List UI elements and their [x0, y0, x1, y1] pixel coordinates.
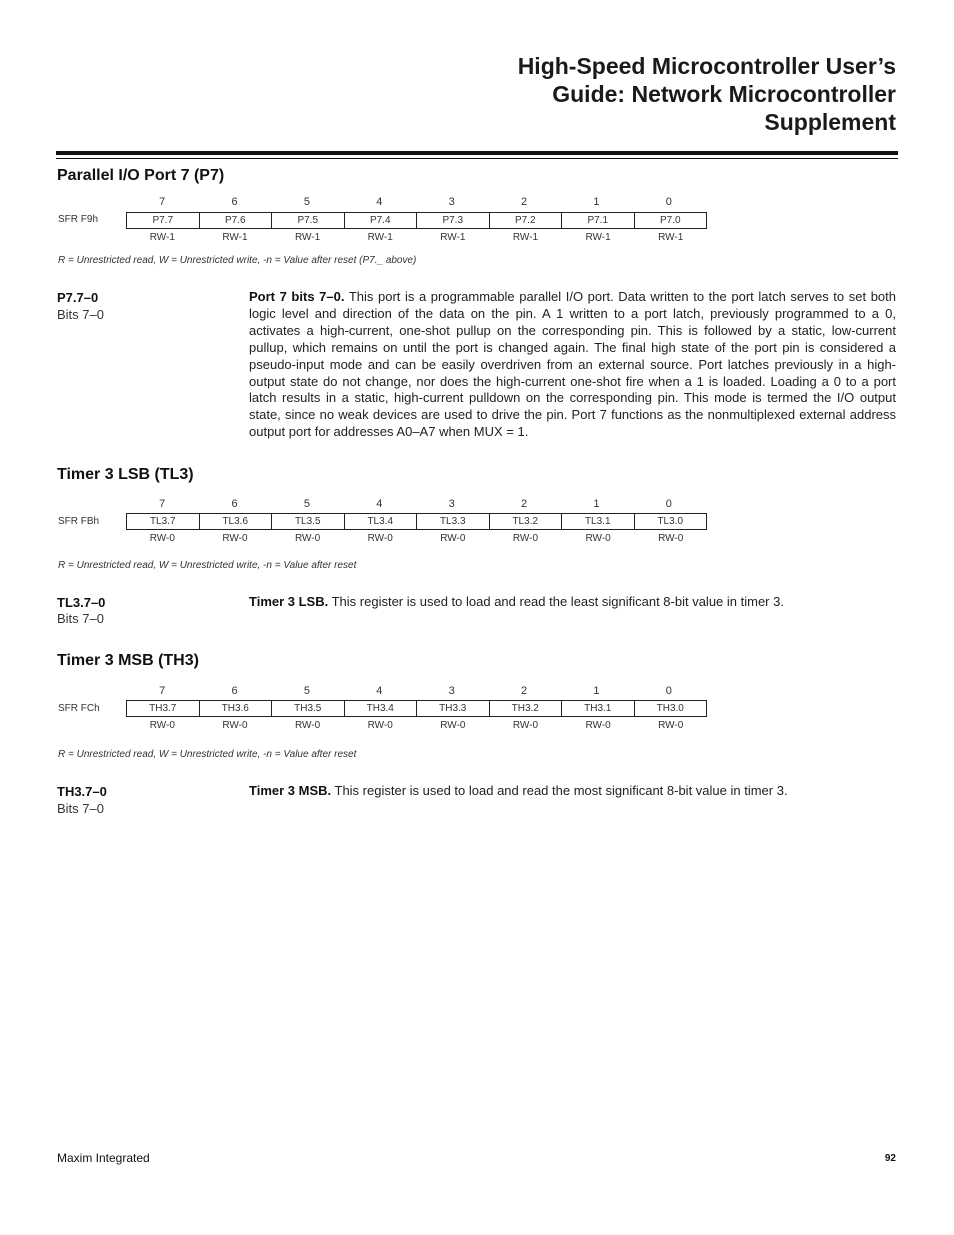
register-bit-cell: TH3.4 — [344, 701, 417, 716]
register-bit-cell: TL3.3 — [416, 514, 489, 529]
register-bit-cell: P7.0 — [634, 213, 707, 228]
bit-number: 0 — [665, 685, 672, 697]
register-bit-cell: P7.6 — [199, 213, 272, 228]
access-type: RW-0 — [294, 533, 321, 544]
sfr-address: SFR FCh — [58, 703, 100, 714]
access-type: RW-1 — [440, 232, 466, 243]
register-legend: R = Unrestricted read, W = Unrestricted write, -n = Value after reset — [58, 560, 357, 571]
bit-number: 4 — [376, 685, 383, 697]
access-type: RW-0 — [440, 720, 466, 731]
access-type: RW-0 — [512, 720, 539, 731]
bit-number: 7 — [159, 196, 166, 208]
access-type: RW-0 — [512, 533, 539, 544]
access-type: RW-1 — [658, 232, 684, 243]
field-name: P7.7–0 — [57, 290, 99, 305]
bit-numbers — [126, 498, 705, 510]
access-type: RW-1 — [367, 232, 393, 243]
page-number: 92 — [884, 1153, 896, 1164]
field-name: TL3.7–0 — [57, 595, 106, 610]
access-type: RW-1 — [149, 232, 175, 243]
access-type: RW-0 — [222, 720, 248, 731]
title-line: High-Speed Microcontroller User’s — [517, 53, 896, 79]
field-name: TH3.7–0 — [57, 784, 107, 799]
access-types — [126, 533, 707, 544]
register-bits — [126, 700, 707, 717]
bit-number: 2 — [521, 685, 528, 697]
access-type: RW-0 — [367, 720, 393, 731]
access-type: RW-0 — [149, 533, 175, 544]
register-legend: R = Unrestricted read, W = Unrestricted write, -n = Value after reset (P7._ above) — [58, 255, 417, 266]
access-type: RW-0 — [658, 533, 684, 544]
register-bits — [126, 513, 707, 530]
field-description — [249, 594, 896, 611]
bit-number: 3 — [448, 685, 455, 697]
footer-company: Maxim Integrated — [57, 1151, 150, 1165]
access-type: RW-1 — [585, 232, 611, 243]
register-bit-cell: P7.1 — [561, 213, 634, 228]
access-type: RW-1 — [294, 232, 321, 243]
access-type: RW-0 — [658, 720, 684, 731]
bit-number: 3 — [448, 196, 455, 208]
bit-number: 0 — [665, 498, 672, 510]
field-description — [249, 783, 896, 800]
section-title: Timer 3 MSB (TH3) — [57, 652, 199, 669]
page-title — [376, 52, 896, 136]
field-bits: Bits 7–0 — [57, 801, 104, 816]
section-title: Parallel I/O Port 7 (P7) — [57, 167, 225, 184]
description-text: This register is used to load and read the most significant 8-bit value in timer 3. — [331, 783, 788, 798]
register-bit-cell: TL3.6 — [199, 514, 272, 529]
register-bit-cell: P7.4 — [344, 213, 417, 228]
access-type: RW-0 — [585, 533, 611, 544]
access-type: RW-0 — [367, 533, 393, 544]
register-bit-cell: P7.5 — [271, 213, 344, 228]
access-type: RW-1 — [222, 232, 248, 243]
title-line: Supplement — [764, 109, 896, 135]
register-bit-cell: P7.3 — [416, 213, 489, 228]
register-bits — [126, 212, 707, 229]
register-bit-cell: TL3.7 — [149, 516, 176, 527]
header-rule-thin — [56, 158, 898, 159]
description-text: This register is used to load and read the least significant 8-bit value in timer 3. — [328, 594, 784, 609]
register-bit-cell: TH3.1 — [561, 701, 634, 716]
header-rule-thick — [56, 151, 898, 155]
bit-number: 3 — [448, 498, 455, 510]
register-bit-cell: TH3.3 — [416, 701, 489, 716]
field-description — [249, 289, 896, 441]
bit-number: 4 — [376, 196, 383, 208]
bit-number: 1 — [593, 196, 600, 208]
bit-number: 4 — [376, 498, 383, 510]
bit-number: 7 — [159, 498, 166, 510]
register-bit-cell: TL3.0 — [634, 514, 707, 529]
register-bit-cell: TH3.6 — [199, 701, 272, 716]
register-legend: R = Unrestricted read, W = Unrestricted write, -n = Value after reset — [58, 749, 357, 760]
register-bit-cell: P7.7 — [152, 215, 174, 226]
bit-number: 5 — [303, 196, 310, 208]
bit-number: 5 — [303, 498, 310, 510]
bit-number: 1 — [593, 685, 600, 697]
bit-number: 6 — [231, 196, 238, 208]
bit-number: 5 — [303, 685, 310, 697]
title-line: Guide: Network Microcontroller — [552, 81, 896, 107]
access-type: RW-0 — [149, 720, 175, 731]
bit-number: 6 — [231, 498, 238, 510]
bit-numbers — [126, 196, 705, 208]
sfr-address: SFR FBh — [58, 516, 100, 527]
bit-number: 2 — [521, 196, 528, 208]
register-bit-cell: P7.2 — [489, 213, 562, 228]
field-bits: Bits 7–0 — [57, 307, 104, 322]
bit-number: 6 — [231, 685, 238, 697]
description-title: Port 7 bits 7–0. — [249, 289, 345, 304]
field-bits: Bits 7–0 — [57, 611, 104, 626]
sfr-address: SFR F9h — [58, 214, 99, 225]
bit-numbers — [126, 685, 705, 697]
access-type: RW-0 — [585, 720, 611, 731]
access-type: RW-0 — [222, 533, 248, 544]
access-type: RW-0 — [440, 533, 466, 544]
register-bit-cell: TH3.2 — [489, 701, 562, 716]
description-title: Timer 3 LSB. — [249, 594, 329, 609]
register-bit-cell: TL3.1 — [561, 514, 634, 529]
access-types — [126, 720, 707, 731]
description-title: Timer 3 MSB. — [249, 783, 332, 798]
bit-number: 1 — [593, 498, 600, 510]
register-bit-cell: TH3.5 — [271, 701, 344, 716]
access-types — [126, 232, 707, 243]
register-bit-cell: TL3.5 — [271, 514, 344, 529]
register-bit-cell: TH3.0 — [634, 701, 707, 716]
register-bit-cell: TL3.4 — [344, 514, 417, 529]
bit-number: 0 — [665, 196, 672, 208]
access-type: RW-1 — [512, 232, 539, 243]
bit-number: 7 — [159, 685, 166, 697]
register-bit-cell: TL3.2 — [489, 514, 562, 529]
section-title: Timer 3 LSB (TL3) — [57, 466, 194, 483]
register-bit-cell: TH3.7 — [149, 703, 177, 714]
bit-number: 2 — [521, 498, 528, 510]
access-type: RW-0 — [294, 720, 321, 731]
description-text: This port is a programmable parallel I/O port. Data written to the port latch serves to set both logic level and direction of the data on the pin. A 1 written to a port latch, previously programmed to a 0, activates a high-current, one-shot pullup on the corresponding pin. This is followed by a static, low-current pullup, which remains on until the port is changed again. The final high state of the port pin is considered a pseudo-input mode and can be easily overdriven from an external source. Port latches previously in a high-output state do not change, nor does the high-current one-shot fire when a 1 is loaded. Loading a 0 to a port latch results in a static, high-current pulldown on the corresponding pin. This mode is termed the I/O output state, since no weak devices are used to drive the pin. Port 7 functions as the nonmultiplexed external address output port for addresses A0–A7 when MUX = 1. — [249, 289, 896, 440]
